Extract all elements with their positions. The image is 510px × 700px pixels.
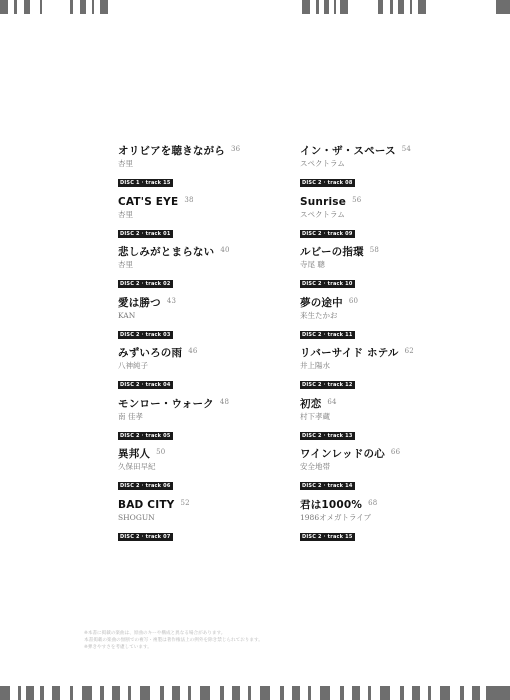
artist-name: 安全地帯 [300, 462, 330, 471]
artist-name: 来生たかお [300, 310, 338, 320]
song-title: ワインレッドの心 [300, 448, 385, 460]
song-title: 愛は勝つ [118, 296, 161, 309]
track-entry [118, 297, 308, 348]
track-list-left [118, 145, 308, 549]
footnote-line: ※弾きやすさを考慮しています。 [84, 645, 152, 650]
page-number: 60 [348, 296, 359, 305]
track-entry [300, 145, 490, 196]
track-entry [300, 347, 490, 398]
song-title: オリビアを聴きながら [118, 145, 225, 157]
song-title: 初恋 [300, 397, 322, 410]
song-title: 異邦人 [118, 448, 151, 460]
artist-name: 南 佳孝 [118, 411, 143, 421]
artist-name: 1986オメガトライブ [300, 512, 372, 522]
disc-track-badge: DISC 2 · track 09 [302, 230, 353, 237]
footnote-line: ※本書に掲載の楽曲は、原曲のキーや構成と異なる場合があります。 [84, 631, 226, 636]
artist-name: 寺尾 聰 [300, 260, 325, 269]
song-title: リバーサイド ホテル [300, 347, 399, 359]
page-number: 52 [180, 498, 190, 507]
page-number: 43 [166, 296, 177, 305]
song-title: 君は1000% [300, 498, 363, 511]
disc-track-badge: DISC 2 · track 07 [120, 533, 171, 540]
artist-name: スペクトラム [300, 209, 345, 219]
track-entry [118, 246, 308, 297]
page-number: 36 [231, 145, 241, 153]
track-entry [300, 499, 490, 550]
artist-name: KAN [118, 310, 136, 320]
artist-name: 村下孝蔵 [300, 411, 330, 421]
disc-track-badge: DISC 2 · track 03 [120, 331, 171, 338]
artist-name: 井上陽水 [300, 361, 330, 370]
disc-track-badge: DISC 2 · track 12 [302, 382, 353, 388]
page-number: 58 [369, 246, 380, 254]
track-entry [300, 297, 490, 348]
track-entry [118, 145, 308, 196]
artist-name: SHOGUN [118, 512, 155, 522]
disc-track-badge: DISC 2 · track 14 [302, 483, 353, 489]
disc-track-badge: DISC 2 · track 06 [120, 483, 171, 489]
artist-name: スペクトラム [300, 159, 345, 168]
disc-track-badge: DISC 1 · track 15 [120, 180, 171, 186]
page-number: 66 [390, 448, 401, 456]
track-entry [118, 499, 308, 550]
song-title: イン・ザ・スペース [300, 145, 396, 157]
song-title: モンロー・ウォーク [118, 397, 214, 410]
artist-name: 杏里 [118, 260, 133, 269]
page-number: 64 [327, 397, 337, 406]
track-entry [118, 347, 308, 398]
track-list-right [300, 145, 490, 549]
track-entry [300, 398, 490, 449]
disc-track-badge: DISC 2 · track 04 [120, 382, 171, 388]
page-number: 40 [220, 246, 230, 254]
track-entry [300, 448, 490, 499]
bottom-edge-marks [0, 686, 510, 700]
disc-track-badge: DISC 2 · track 10 [302, 281, 353, 287]
footnotes [84, 630, 484, 651]
disc-track-badge: DISC 2 · track 02 [120, 281, 171, 287]
top-edge-marks [0, 0, 510, 14]
song-title: ルビーの指環 [300, 246, 364, 258]
artist-name: 八神純子 [118, 361, 148, 370]
disc-track-badge: DISC 2 · track 01 [120, 230, 171, 237]
track-entry [118, 196, 308, 247]
song-title: 夢の途中 [300, 296, 343, 309]
disc-track-badge: DISC 2 · track 11 [302, 331, 353, 338]
track-entry [118, 448, 308, 499]
page-number: 38 [184, 195, 194, 204]
page-number: 68 [368, 498, 378, 507]
footnote-line: 本書掲載の楽曲の無断での複写・複製は著作権法上の例外を除き禁じられております。 [84, 638, 263, 643]
disc-track-badge: DISC 2 · track 08 [302, 180, 353, 186]
disc-track-badge: DISC 2 · track 05 [120, 432, 171, 439]
page-number: 56 [352, 195, 362, 204]
disc-track-badge: DISC 2 · track 13 [302, 432, 353, 439]
page-number: 46 [188, 347, 198, 355]
track-entry [300, 196, 490, 247]
page-number: 48 [219, 397, 230, 406]
track-entry [118, 398, 308, 449]
song-title: 悲しみがとまらない [118, 246, 215, 258]
page-number: 50 [156, 448, 166, 456]
track-entry [300, 246, 490, 297]
song-title: みずいろの雨 [118, 347, 183, 359]
song-title: CAT'S EYE [118, 195, 179, 208]
artist-name: 杏里 [118, 159, 133, 168]
disc-track-badge: DISC 2 · track 15 [302, 533, 353, 540]
song-title: Sunrise [300, 195, 347, 208]
artist-name: 久保田早紀 [118, 462, 156, 471]
page-number: 62 [404, 347, 414, 355]
page-number: 54 [401, 145, 412, 153]
artist-name: 杏里 [118, 209, 133, 219]
song-title: BAD CITY [118, 498, 175, 511]
